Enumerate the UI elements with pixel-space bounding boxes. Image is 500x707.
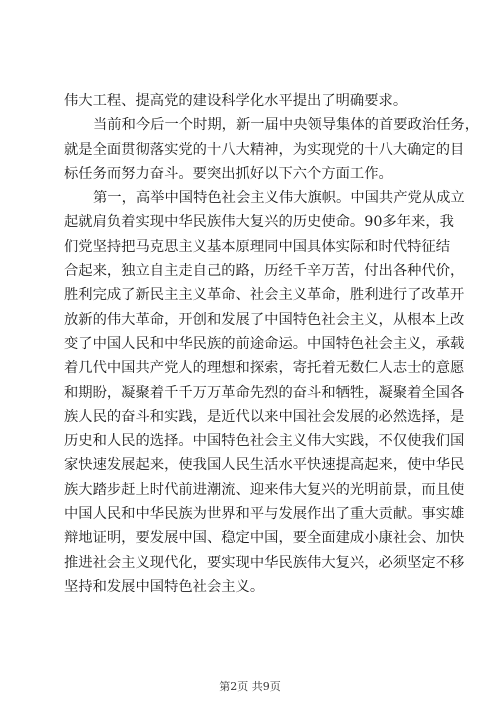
text-line: 家快速发展起来，使我国人民生活水平快速提高起来，使中华民	[64, 457, 465, 474]
text-line: 着几代中国共产党人的理想和探索，寄托着无数仁人志士的意愿	[64, 360, 465, 377]
body-text	[64, 89, 480, 599]
text-line: 辩地证明，要发展中国、稳定中国，要全面建成小康社会、加快	[64, 530, 465, 547]
text-line: 起就肩负着实现中华民族伟大复兴的历史使命。90多年来，我	[64, 214, 454, 231]
text-line: 胜利完成了新民主主义革命、社会主义革命，胜利进行了改革开	[64, 287, 465, 304]
text-line: 伟大工程、提高党的建设科学化水平提出了明确要求。	[64, 93, 408, 109]
text-line: 第一，高举中国特色社会主义伟大旗帜。中国共产党从成立	[93, 190, 465, 207]
text-line: 族人民的奋斗和实践，是近代以来中国社会发展的必然选择，是	[64, 408, 465, 425]
text-line: 们党坚持把马克思主义基本原理同中国具体实际和时代特征结	[64, 238, 451, 255]
text-line: 历史和人民的选择。中国特色社会主义伟大实践，不仅使我们国	[64, 433, 465, 450]
paragraph	[64, 89, 444, 113]
paragraph	[64, 186, 465, 599]
text-line: 标任务而努力奋斗。要突出抓好以下六个方面工作。	[64, 165, 393, 182]
text-line: 中国人民和中华民族为世界和平与发展作出了重大贡献。事实雄	[64, 506, 465, 523]
text-line: 合起来，独立自主走自己的路，历经千辛万苦，付出各种代价，	[64, 263, 465, 280]
text-line: 变了中国人民和中华民族的前途命运。中国特色社会主义，承载	[64, 335, 465, 352]
text-line: 坚持和发展中国特色社会主义。	[64, 578, 265, 595]
paragraph	[64, 113, 480, 186]
page-number-footer: 第2页 共9页	[219, 680, 281, 693]
text-line: 和期盼，凝聚着千千万万革命先烈的奋斗和牺牲，凝聚着全国各	[64, 384, 465, 401]
text-line: 当前和今后一个时期，新一届中央领导集体的首要政治任务，	[93, 117, 480, 134]
text-line: 就是全面贯彻落实党的十八大精神，为实现党的十八大确定的目	[64, 141, 465, 158]
text-line: 推进社会主义现代化，要实现中华民族伟大复兴，必须坚定不移	[64, 554, 465, 571]
text-line: 族大踏步赶上时代前进潮流、迎来伟大复兴的光明前景，而且使	[64, 481, 465, 498]
text-line: 放新的伟大革命，开创和发展了中国特色社会主义，从根本上改	[64, 311, 465, 328]
